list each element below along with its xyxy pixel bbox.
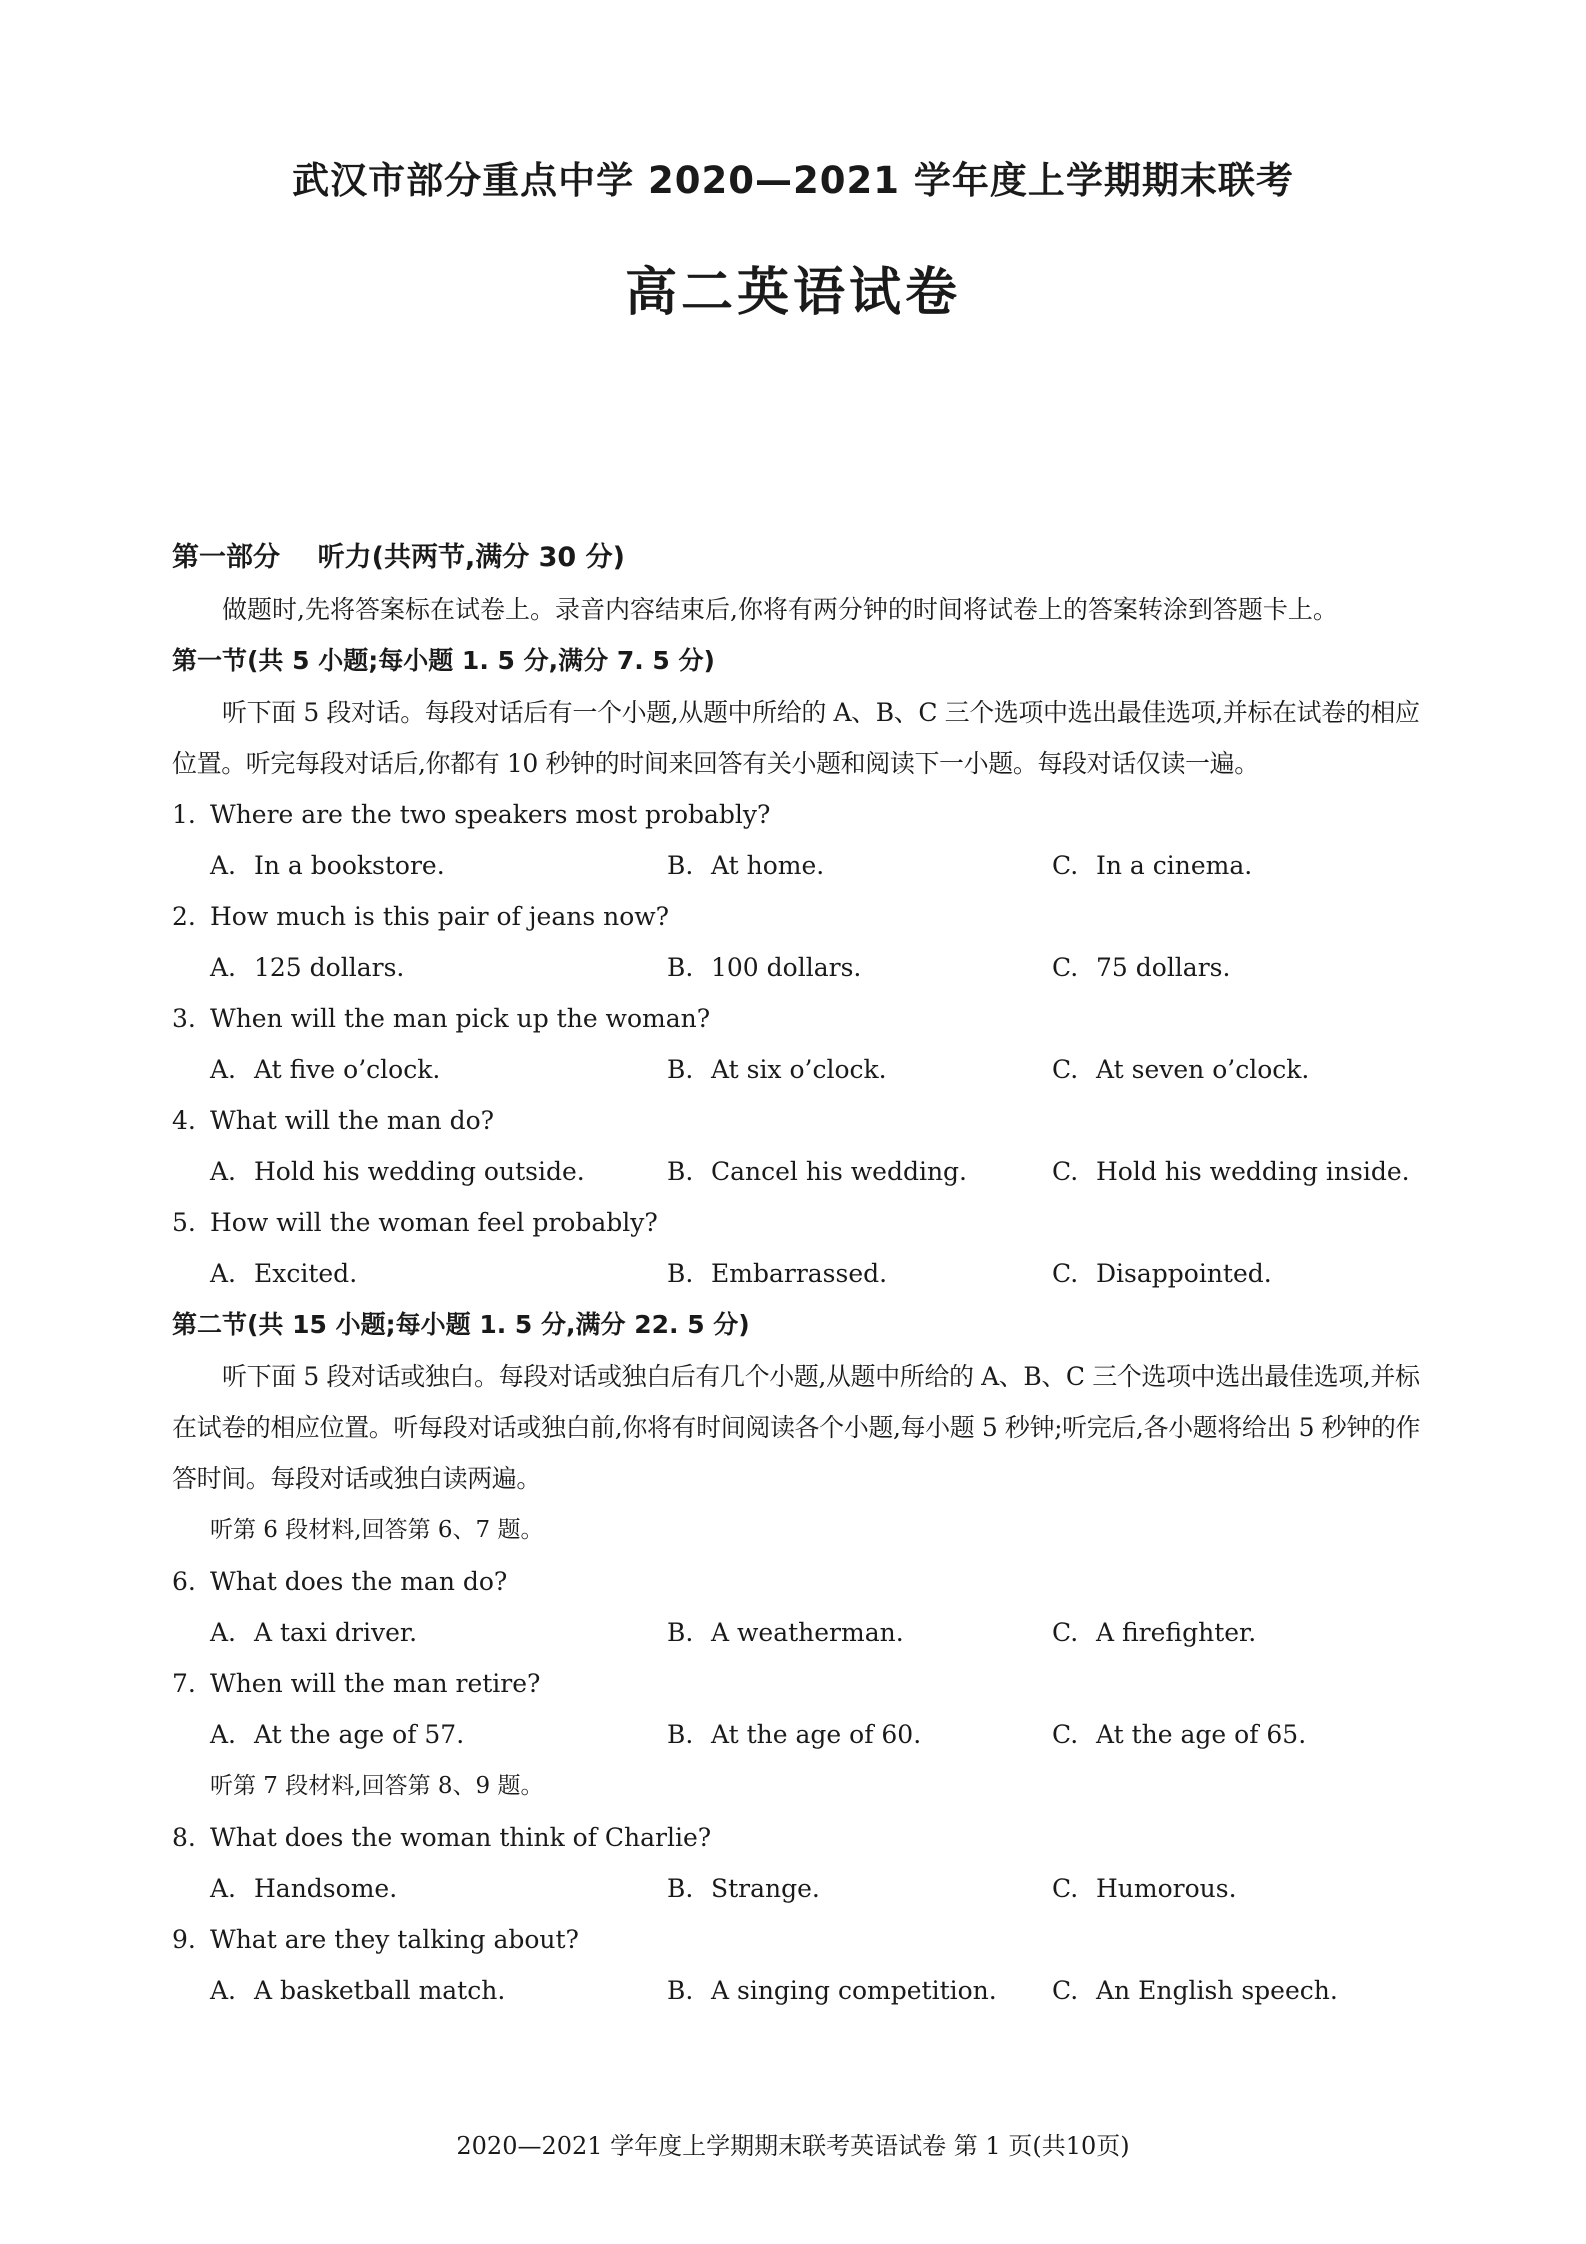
- page-footer: 2020—2021 学年度上学期期末联考英语试卷 第 1 页(共10页): [456, 2132, 1130, 2160]
- option-a: A. 125 dollars.: [210, 953, 405, 982]
- option-b: B. Embarrassed.: [667, 1259, 888, 1288]
- option-c: C. 75 dollars.: [1052, 953, 1231, 982]
- question-text: How will the woman feel probably?: [210, 1208, 658, 1237]
- option-c: C. Disappointed.: [1052, 1259, 1272, 1288]
- question-number: 7.: [172, 1669, 196, 1698]
- header-title: 武汉市部分重点中学 2020—2021 学年度上学期期末联考: [292, 159, 1294, 202]
- question-4: [172, 1095, 1422, 1146]
- option-c: C. A firefighter.: [1052, 1618, 1257, 1647]
- option-c: C. At the age of 65.: [1052, 1720, 1307, 1749]
- question-text: Where are the two speakers most probably?: [210, 800, 771, 829]
- question-text: When will the man retire?: [210, 1669, 541, 1698]
- material-instruction-6: 听第 6 段材料,回答第 6、7 题。: [210, 1517, 544, 1543]
- question-1: [172, 789, 1422, 840]
- option-c: C. At seven o’clock.: [1052, 1055, 1310, 1084]
- option-a: A. In a bookstore.: [210, 851, 445, 880]
- options-4: [172, 1146, 1422, 1197]
- question-text: What are they talking about?: [210, 1925, 579, 1954]
- option-b: B. Strange.: [667, 1874, 820, 1903]
- option-a: A. A taxi driver.: [210, 1618, 418, 1647]
- question-6: [172, 1556, 1422, 1607]
- question-9: [172, 1914, 1422, 1965]
- question-text: When will the man pick up the woman?: [210, 1004, 711, 1033]
- part-instruction: 做题时,先将答案标在试卷上。录音内容结束后,你将有两分钟的时间将试卷上的答案转涂到答题卡上。: [222, 595, 1338, 624]
- question-text: What does the woman think of Charlie?: [210, 1823, 712, 1852]
- question-text: How much is this pair of jeans now?: [210, 902, 670, 931]
- option-a: A. A basketball match.: [210, 1976, 506, 2005]
- option-a: A. At five o’clock.: [210, 1055, 441, 1084]
- option-c: C. In a cinema.: [1052, 851, 1253, 880]
- option-b: B. A weatherman.: [667, 1618, 904, 1647]
- question-5: [172, 1197, 1422, 1248]
- option-a: A. At the age of 57.: [210, 1720, 465, 1749]
- question-number: 1.: [172, 800, 196, 829]
- options-1: [172, 840, 1422, 891]
- option-b: B. At six o’clock.: [667, 1055, 887, 1084]
- option-a: A. Excited.: [210, 1259, 358, 1288]
- question-number: 5.: [172, 1208, 196, 1237]
- question-text: What does the man do?: [210, 1567, 508, 1596]
- question-number: 4.: [172, 1106, 196, 1135]
- options-9: [172, 1965, 1422, 2016]
- question-2: [172, 891, 1422, 942]
- question-number: 3.: [172, 1004, 196, 1033]
- options-6: [172, 1607, 1422, 1658]
- option-b: B. 100 dollars.: [667, 953, 862, 982]
- options-3: [172, 1044, 1422, 1095]
- section-instruction-2: 听下面 5 段对话或独白。每段对话或独白后有几个小题,从题中所给的 A、B、C 三个选项中选出最佳选项,并标在试卷的相应位置。听每段对话或独白前,你将有时间阅读各个小题,每小题 5 秒钟;听完后,各小题将给出 5 秒钟的作答时间。每段对话或独白读两遍。: [172, 1362, 1421, 1493]
- option-c: C. Humorous.: [1052, 1874, 1237, 1903]
- option-b: B. At home.: [667, 851, 825, 880]
- option-a: A. Handsome.: [210, 1874, 398, 1903]
- section-heading-1: 第一节(共 5 小题;每小题 1. 5 分,满分 7. 5 分): [172, 646, 715, 675]
- question-text: What will the man do?: [210, 1106, 495, 1135]
- option-b: B. At the age of 60.: [667, 1720, 922, 1749]
- exam-title: 高二英语试卷: [624, 263, 961, 323]
- question-number: 2.: [172, 902, 196, 931]
- section-instruction-1: 听下面 5 段对话。每段对话后有一个小题,从题中所给的 A、B、C 三个选项中选出最佳选项,并标在试卷的相应位置。听完每段对话后,你都有 10 秒钟的时间来回答有关小题和阅读下一小题。每段对话仅读一遍。: [172, 698, 1420, 778]
- question-number: 6.: [172, 1567, 196, 1596]
- question-number: 8.: [172, 1823, 196, 1852]
- options-8: [172, 1863, 1422, 1914]
- option-c: C. Hold his wedding inside.: [1052, 1157, 1410, 1186]
- option-b: B. Cancel his wedding.: [667, 1157, 967, 1186]
- material-instruction-7: 听第 7 段材料,回答第 8、9 题。: [210, 1773, 544, 1799]
- question-7: [172, 1658, 1422, 1709]
- page-content: [172, 532, 1422, 2016]
- options-2: [172, 942, 1422, 993]
- question-8: [172, 1812, 1422, 1863]
- options-5: [172, 1248, 1422, 1299]
- option-b: B. A singing competition.: [667, 1976, 997, 2005]
- option-a: A. Hold his wedding outside.: [210, 1157, 585, 1186]
- part-heading: 第一部分 听力(共两节,满分 30 分): [172, 542, 625, 573]
- question-number: 9.: [172, 1925, 196, 1954]
- section-heading-2: 第二节(共 15 小题;每小题 1. 5 分,满分 22. 5 分): [172, 1310, 750, 1339]
- question-3: [172, 993, 1422, 1044]
- options-7: [172, 1709, 1422, 1760]
- option-c: C. An English speech.: [1052, 1976, 1338, 2005]
